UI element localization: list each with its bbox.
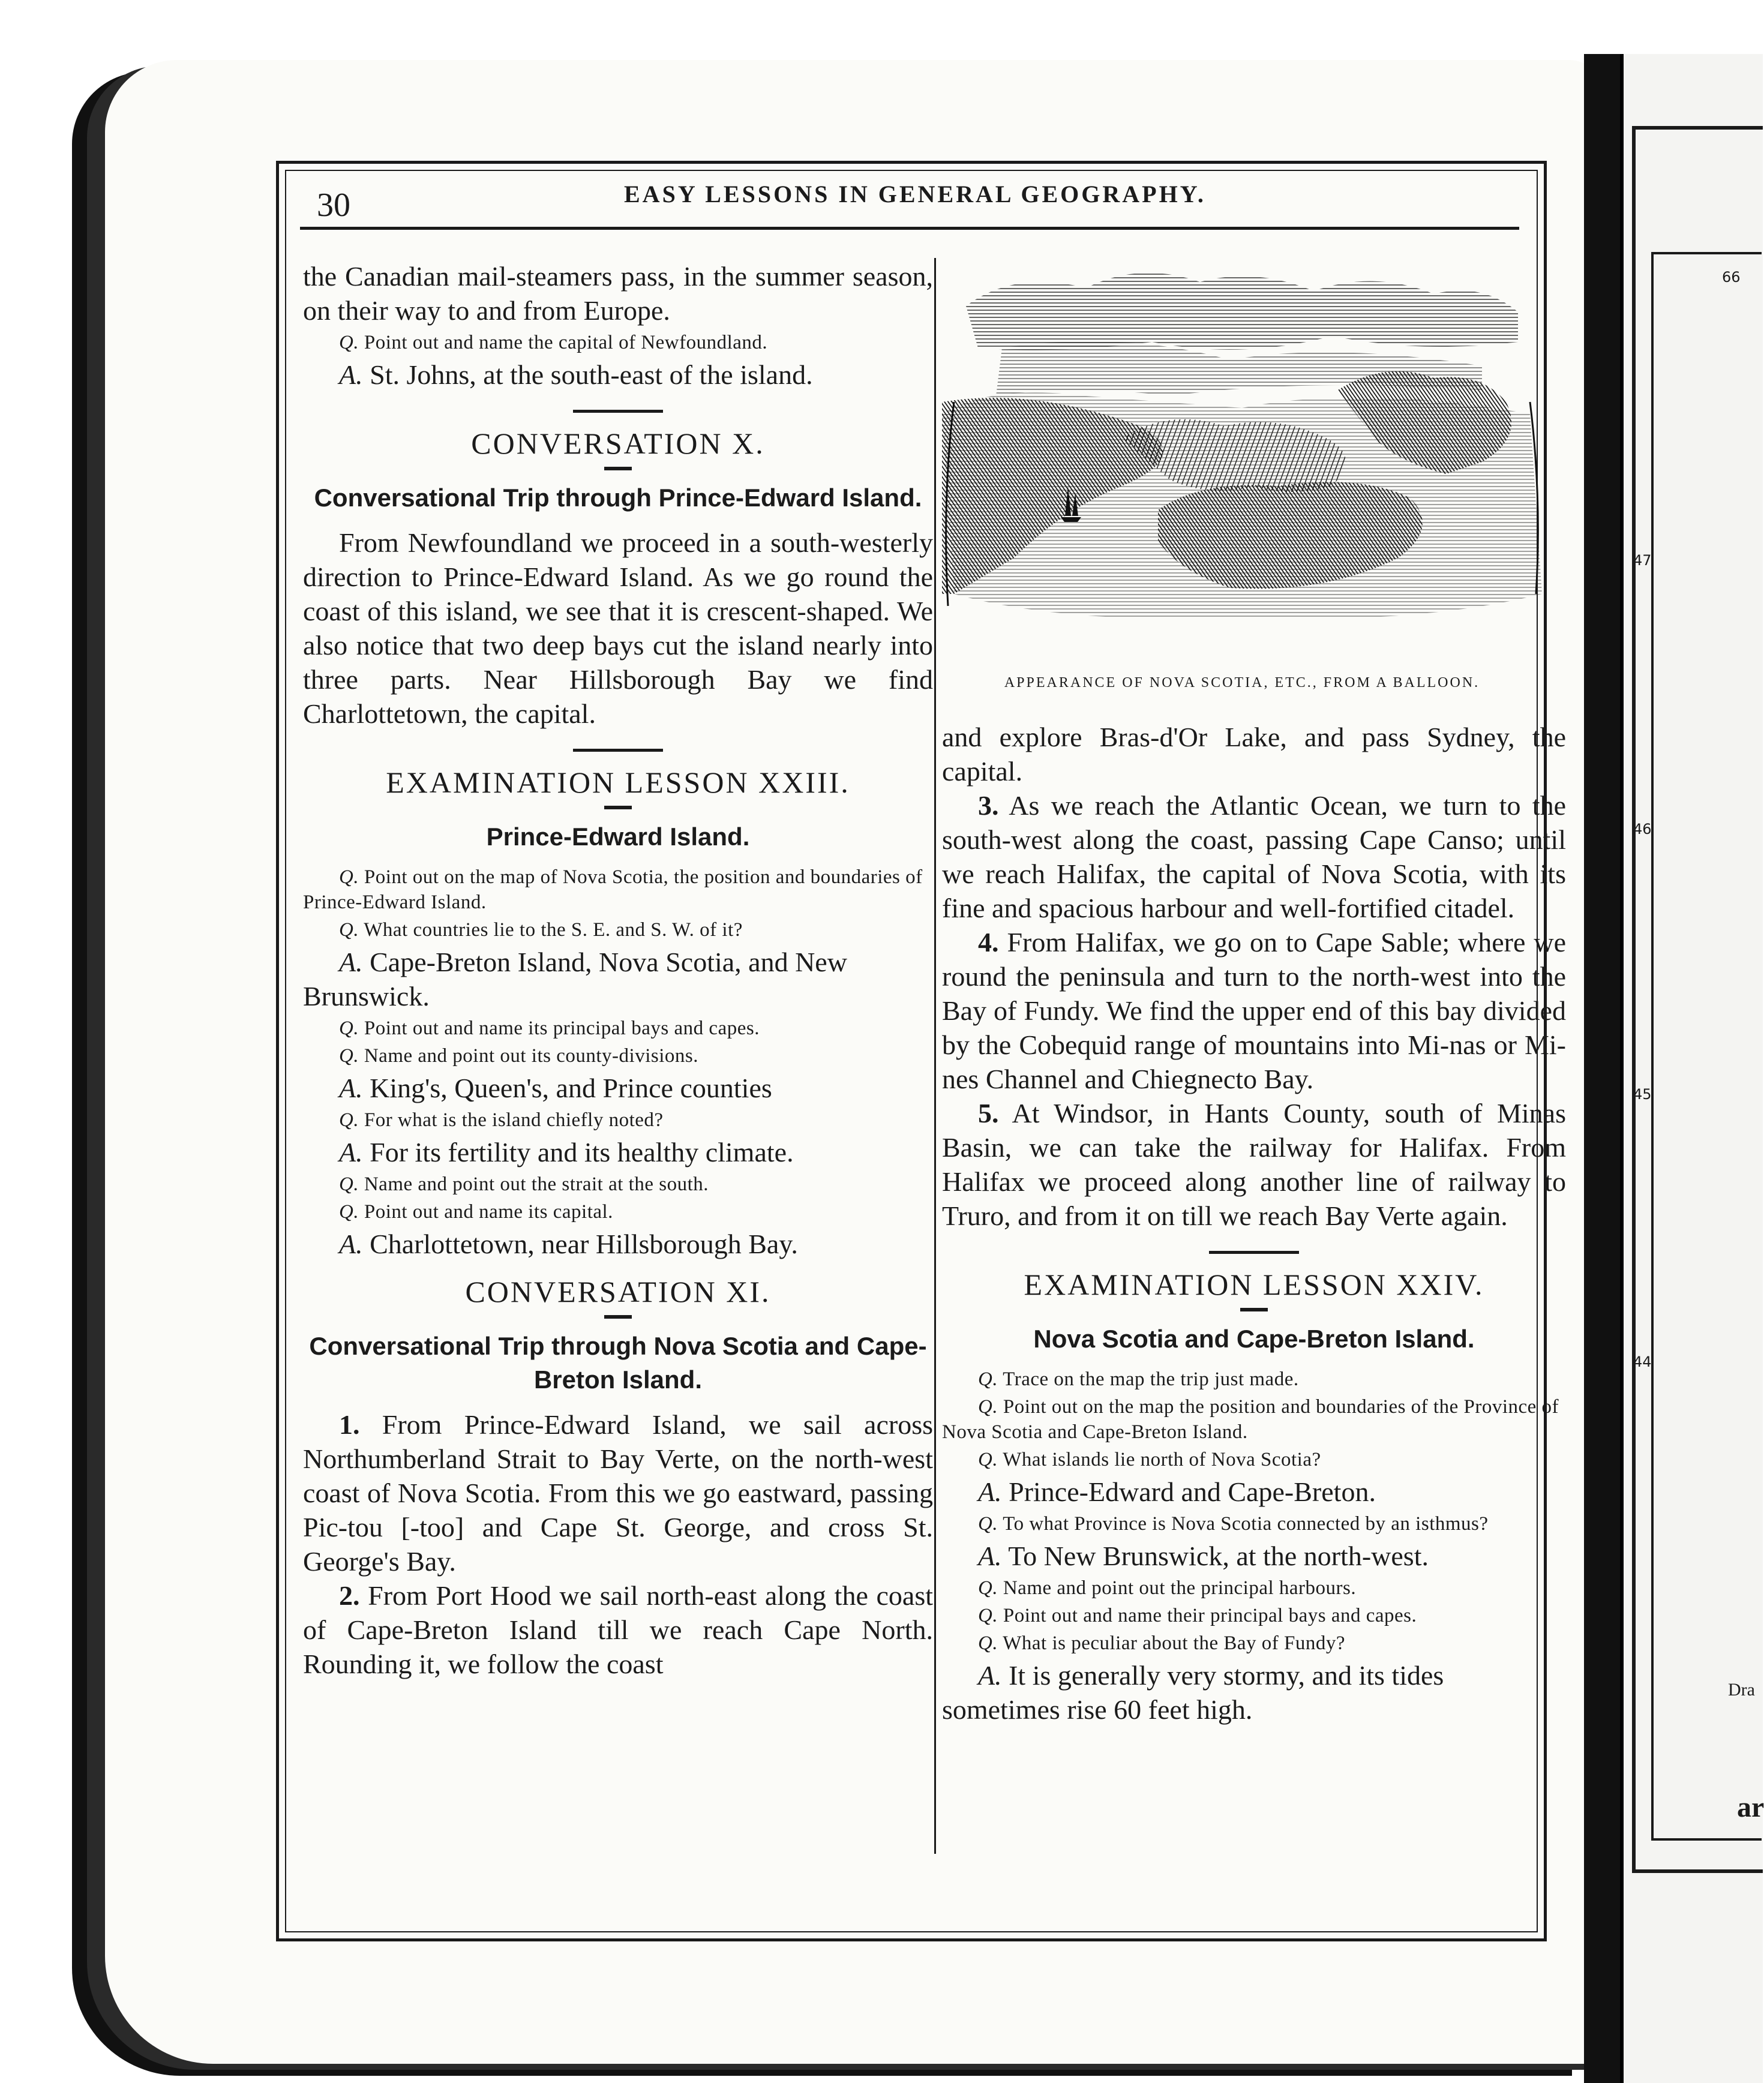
answer-text: King's, Queen's, and Prince counties	[370, 1073, 772, 1103]
conversation-xi-paragraph-4: 4. From Halifax, we go on to Cape Sable; where we round the peninsula and turn to the north-west into the Bay of Fundy. We find the upper end of this bay divided by the Cobequid range of mountains into Mi-nas or Mi-nes Channel and Chiegnecto Bay.	[942, 927, 1566, 1094]
question	[303, 917, 933, 943]
map-label: 45	[1633, 1086, 1652, 1103]
conversation-xi-heading: CONVERSATION XI.	[465, 1275, 771, 1308]
map-label: 44	[1633, 1353, 1652, 1370]
lesson-xxiv-heading: EXAMINATION LESSON XXIV.	[1024, 1268, 1484, 1301]
question-text: Point out and name its capital.	[364, 1201, 613, 1223]
question	[303, 1016, 933, 1041]
map-credit-fragment: Dra	[1728, 1680, 1755, 1700]
lesson-xxiii-items	[303, 865, 933, 1261]
answer	[942, 1658, 1566, 1727]
conversation-x-subtitle: Conversational Trip through Prince-Edward Island.	[314, 484, 922, 512]
question-text: Point out on the map the position and boundaries of the Province of Nova Scotia and Cape-Breton Island.	[942, 1396, 1559, 1443]
section-rule	[573, 749, 663, 752]
answer-label: A.	[339, 947, 363, 977]
conversation-xi-subtitle: Conversational Trip through Nova Scotia and Cape-Breton Island.	[309, 1332, 927, 1394]
map-label: 47	[1633, 552, 1652, 569]
answer-text: It is generally very stormy, and its tides sometimes rise 60 feet high.	[942, 1660, 1444, 1725]
question-label: Q.	[978, 1605, 998, 1626]
conversation-xi-paragraph-3: 3. As we reach the Atlantic Ocean, we turn to the south-west along the coast, passing Cape Canso; until we reach Halifax, the capital of Nova Scotia, with its fine and spacious harbour and well-fortified citadel.	[942, 790, 1566, 923]
facing-map-inner	[1651, 252, 1762, 1841]
conversation-xi-paragraph-2: 2. From Port Hood we sail north-east along the coast of Cape-Breton Island till we reach Cape North. Rounding it, we follow the coast	[303, 1580, 933, 1679]
question-label: Q.	[339, 1018, 359, 1039]
question-label: Q.	[339, 919, 359, 941]
question-text: What is peculiar about the Bay of Fundy?	[1003, 1632, 1346, 1654]
header-rule	[300, 227, 1519, 230]
question	[942, 1511, 1566, 1536]
question	[303, 1043, 933, 1068]
question-text: Name and point out its county-divisions.	[364, 1045, 698, 1067]
answer	[303, 945, 933, 1013]
intro-text: the Canadian mail-steamers pass, in the summer season, on their way to and from Europe.	[303, 261, 933, 326]
answer-label: A.	[978, 1476, 1002, 1507]
question	[942, 1394, 1566, 1445]
dash	[604, 1315, 632, 1319]
answer	[303, 1071, 933, 1105]
lesson-xxiv-subtitle: Nova Scotia and Cape-Breton Island.	[1033, 1325, 1475, 1353]
question-text: Point out on the map of Nova Scotia, the position and boundaries of Prince-Edward Island.	[303, 866, 923, 913]
question-label: Q.	[978, 1632, 998, 1654]
lesson-xxiii-subtitle: Prince-Edward Island.	[486, 823, 750, 851]
question: Q. Point out and name the capital of Newfoundland.	[339, 332, 768, 353]
question-text: What islands lie north of Nova Scotia?	[1003, 1449, 1321, 1470]
question	[303, 865, 933, 915]
conversation-xi-paragraph-2-cont: and explore Bras-d'Or Lake, and pass Sydney, the capital.	[942, 722, 1566, 787]
facing-text-fragment: ar	[1737, 1791, 1764, 1823]
section-rule	[573, 410, 663, 413]
question-label: Q.	[978, 1449, 998, 1470]
question-label: Q.	[339, 1173, 359, 1195]
image-caption: APPEARANCE OF NOVA SCOTIA, ETC., FROM A BALLOON.	[1004, 675, 1480, 691]
answer-label: A.	[978, 1541, 1002, 1571]
nova-scotia-balloon-engraving	[942, 258, 1542, 630]
question	[303, 1107, 933, 1133]
answer-text: To New Brunswick, at the north-west.	[1008, 1541, 1429, 1571]
lesson-xxiv-items	[942, 1367, 1566, 1727]
answer: A. St. Johns, at the south-east of the island.	[339, 359, 813, 390]
question	[942, 1631, 1566, 1656]
question-label: Q.	[978, 1513, 998, 1535]
question-label: Q.	[339, 1045, 359, 1067]
conversation-x-paragraph: From Newfoundland we proceed in a south-westerly direction to Prince-Edward Island. As we go round the coast of this island, we see that it is crescent-shaped. We also notice that two deep bays cut the island nearly into three parts. Near Hillsborough Bay we find Charlottetown, the capital.	[303, 527, 933, 729]
answer-label: A.	[339, 1073, 363, 1103]
answer-label: A.	[978, 1660, 1002, 1691]
map-label: 66	[1722, 269, 1741, 286]
page-number: 30	[317, 187, 350, 224]
right-column	[942, 720, 1566, 1727]
answer	[303, 1227, 933, 1261]
dash	[1240, 1308, 1268, 1311]
map-label: 46	[1633, 821, 1652, 838]
lesson-xxiii-heading: EXAMINATION LESSON XXIII.	[386, 766, 850, 799]
question-label: Q.	[978, 1577, 998, 1599]
book-binding	[1584, 54, 1620, 2083]
running-head: EASY LESSONS IN GENERAL GEOGRAPHY.	[624, 181, 1206, 208]
answer-text: Charlottetown, near Hillsborough Bay.	[370, 1229, 798, 1259]
section-rule	[1209, 1251, 1299, 1254]
question-text: For what is the island chiefly noted?	[364, 1109, 664, 1131]
question	[942, 1367, 1566, 1392]
dash	[604, 806, 632, 809]
column-rule	[934, 258, 936, 1854]
question	[303, 1199, 933, 1224]
question-text: Trace on the map the trip just made.	[1003, 1368, 1299, 1390]
answer	[942, 1539, 1566, 1573]
question-text: Name and point out the principal harbours.	[1003, 1577, 1357, 1599]
question-text: Name and point out the strait at the south.	[364, 1173, 709, 1195]
question-text: Point out and name its principal bays and capes.	[364, 1018, 760, 1039]
left-column	[303, 259, 933, 1681]
answer	[942, 1475, 1566, 1509]
question-label: Q.	[339, 866, 359, 888]
question-label: Q.	[978, 1396, 998, 1418]
question	[942, 1575, 1566, 1601]
question-label: Q.	[339, 1109, 359, 1131]
question	[303, 1172, 933, 1197]
answer-text: For its fertility and its healthy climate.	[370, 1137, 794, 1167]
conversation-x-heading: CONVERSATION X.	[471, 427, 765, 460]
question-text: Point out and name their principal bays and capes.	[1003, 1605, 1417, 1626]
answer-label: A.	[339, 1229, 363, 1259]
dash	[604, 467, 632, 470]
question-text: What countries lie to the S. E. and S. W. of it?	[364, 919, 743, 941]
question-text: To what Province is Nova Scotia connected by an isthmus?	[1003, 1513, 1489, 1535]
question-label: Q.	[339, 1201, 359, 1223]
answer	[303, 1135, 933, 1169]
answer-label: A.	[339, 1137, 363, 1167]
conversation-xi-paragraph-1: 1. From Prince-Edward Island, we sail across Northumberland Strait to Bay Verte, on the north-west coast of Nova Scotia. From this we go eastward, passing Pic-tou [-too] and Cape St. George, and cross St. George's Bay.	[303, 1409, 933, 1577]
question	[942, 1447, 1566, 1472]
conversation-xi-paragraph-5: 5. At Windsor, in Hants County, south of Minas Basin, we can take the railway for Halifax. From Halifax we proceed along another line of railway to Truro, and from it on till we reach Bay Verte again.	[942, 1098, 1566, 1231]
question-label: Q.	[978, 1368, 998, 1390]
answer-text: Prince-Edward and Cape-Breton.	[1009, 1476, 1376, 1507]
question	[942, 1603, 1566, 1628]
answer-text: Cape-Breton Island, Nova Scotia, and New Brunswick.	[303, 947, 847, 1012]
